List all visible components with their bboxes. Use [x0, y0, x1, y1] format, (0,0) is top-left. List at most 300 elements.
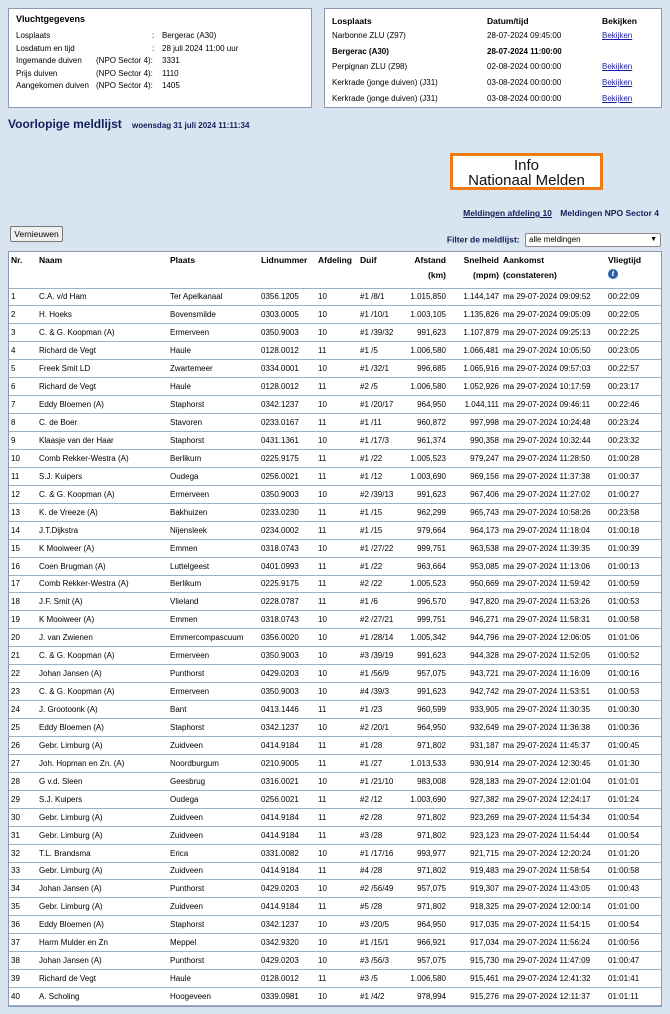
cell-lidnummer: 0225.9175	[259, 449, 316, 467]
flight-detail-value: 28 juli 2024 11:00 uur	[162, 43, 239, 53]
release-sites-panel	[324, 8, 662, 108]
cell-vliegtijd: 01:00:56	[606, 934, 661, 952]
cell-naam: C. & G. Koopman (A)	[37, 485, 168, 503]
cell-afdeling: 11	[316, 701, 358, 719]
cell-afdeling: 10	[316, 952, 358, 970]
cell-duif: #2 /39/13	[358, 485, 408, 503]
cell-naam: Gebr. Limburg (A)	[37, 898, 168, 916]
cell-snelheid: 915,730	[448, 952, 501, 970]
cell-nr: 28	[9, 772, 37, 790]
flight-details-panel	[8, 8, 312, 108]
cell-lidnummer: 0318.0743	[259, 611, 316, 629]
cell-afstand: 1.005,342	[408, 629, 448, 647]
flight-details-list	[16, 30, 304, 93]
report-links	[463, 208, 659, 218]
cell-nr: 3	[9, 324, 37, 342]
cell-afstand: 991,623	[408, 683, 448, 701]
cell-naam: C.A. v/d Ham	[37, 288, 168, 306]
cell-afdeling: 10	[316, 880, 358, 898]
release-site-view	[602, 44, 654, 60]
table-row	[9, 629, 661, 647]
cell-snelheid: 915,276	[448, 988, 501, 1006]
flight-detail-value: 3331	[162, 56, 180, 65]
cell-plaats: Punthorst	[168, 665, 259, 683]
cell-aankomst: ma 29-07-2024 11:39:35	[501, 539, 606, 557]
cell-duif: #1 /15	[358, 503, 408, 521]
cell-naam: C. & G. Koopman (A)	[37, 683, 168, 701]
col-nr: Nr.	[9, 252, 37, 288]
cell-duif: #2 /20/1	[358, 719, 408, 737]
cell-vliegtijd: 00:23:05	[606, 342, 661, 360]
cell-afdeling: 11	[316, 790, 358, 808]
cell-naam: J. van Zwienen	[37, 629, 168, 647]
cell-afdeling: 11	[316, 557, 358, 575]
release-site-header: Losplaats	[332, 16, 372, 26]
cell-lidnummer: 0331.0082	[259, 844, 316, 862]
cell-snelheid: 990,358	[448, 432, 501, 450]
cell-naam: H. Hoeks	[37, 306, 168, 324]
cell-lidnummer: 0128.0012	[259, 378, 316, 396]
cell-nr: 25	[9, 719, 37, 737]
table-row	[9, 503, 661, 521]
cell-plaats: Punthorst	[168, 952, 259, 970]
cell-duif: #1 /39/32	[358, 324, 408, 342]
cell-naam: Johan Jansen (A)	[37, 665, 168, 683]
cell-vliegtijd: 01:00:54	[606, 808, 661, 826]
table-row	[9, 611, 661, 629]
cell-afstand: 964,950	[408, 916, 448, 934]
cell-vliegtijd: 01:00:18	[606, 521, 661, 539]
cell-snelheid: 1.107,879	[448, 324, 501, 342]
col-duif: Duif	[358, 252, 408, 288]
cell-lidnummer: 0210.9005	[259, 754, 316, 772]
release-site-date: 03-08-2024 00:00:00	[487, 93, 562, 103]
cell-lidnummer: 0414.9184	[259, 808, 316, 826]
cell-plaats: Staphorst	[168, 916, 259, 934]
meldingen-afdeling-link[interactable]: Meldingen afdeling 10	[463, 208, 552, 218]
release-site-name: Kerkrade (jonge duiven) (J31)	[332, 93, 438, 103]
cell-aankomst: ma 29-07-2024 09:25:13	[501, 324, 606, 342]
page-title: Voorlopige meldlijst	[8, 117, 122, 131]
cell-naam: J. Grootoonk (A)	[37, 701, 168, 719]
filter-row	[447, 233, 661, 247]
cell-duif: #5 /28	[358, 898, 408, 916]
table-row	[9, 521, 661, 539]
release-site-row	[332, 28, 654, 44]
cell-naam: Freek Smit LD	[37, 360, 168, 378]
view-link[interactable]: Bekijken	[602, 62, 633, 72]
cell-aankomst: ma 29-07-2024 10:58:26	[501, 503, 606, 521]
cell-snelheid: 969,156	[448, 467, 501, 485]
table-row	[9, 934, 661, 952]
cell-aankomst: ma 29-07-2024 11:52:05	[501, 647, 606, 665]
cell-plaats: Ermerveen	[168, 647, 259, 665]
cell-afdeling: 10	[316, 772, 358, 790]
cell-afstand: 996,570	[408, 593, 448, 611]
cell-aankomst: ma 29-07-2024 10:05:50	[501, 342, 606, 360]
col-aankomst	[501, 252, 606, 288]
col-vliegtijd	[606, 252, 661, 288]
cell-nr: 1	[9, 288, 37, 306]
cell-afstand: 1.003,105	[408, 306, 448, 324]
cell-lidnummer: 0256.0021	[259, 467, 316, 485]
view-link[interactable]: Bekijken	[602, 78, 633, 88]
col-afstand-unit: (km)	[428, 270, 446, 280]
cell-vliegtijd: 01:00:59	[606, 575, 661, 593]
cell-aankomst: ma 29-07-2024 11:36:38	[501, 719, 606, 737]
cell-nr: 19	[9, 611, 37, 629]
cell-duif: #1 /12	[358, 467, 408, 485]
info-nationaal-melden-banner[interactable]	[450, 153, 603, 190]
cell-naam: Joh. Hopman en Zn. (A)	[37, 754, 168, 772]
cell-snelheid: 1.135,826	[448, 306, 501, 324]
cell-duif: #3 /56/3	[358, 952, 408, 970]
cell-aankomst: ma 29-07-2024 11:54:34	[501, 808, 606, 826]
cell-naam: Gebr. Limburg (A)	[37, 862, 168, 880]
refresh-button[interactable]: Vernieuwen	[10, 226, 63, 242]
cell-snelheid: 979,247	[448, 449, 501, 467]
cell-afdeling: 11	[316, 754, 358, 772]
release-site-name: Narbonne ZLU (Z97)	[332, 31, 406, 41]
cell-duif: #2 /12	[358, 790, 408, 808]
cell-plaats: Haule	[168, 342, 259, 360]
cell-lidnummer: 0342.1237	[259, 396, 316, 414]
cell-afdeling: 10	[316, 916, 358, 934]
col-afstand-label: Afstand	[414, 255, 446, 265]
cell-plaats: Meppel	[168, 934, 259, 952]
cell-vliegtijd: 00:23:32	[606, 432, 661, 450]
cell-vliegtijd: 01:00:58	[606, 862, 661, 880]
cell-nr: 23	[9, 683, 37, 701]
cell-naam: Gebr. Limburg (A)	[37, 736, 168, 754]
cell-naam: C. & G. Koopman (A)	[37, 647, 168, 665]
cell-afdeling: 11	[316, 575, 358, 593]
cell-plaats: Zuidveen	[168, 826, 259, 844]
table-row	[9, 360, 661, 378]
cell-aankomst: ma 29-07-2024 11:45:37	[501, 736, 606, 754]
table-row	[9, 378, 661, 396]
release-site-date: 28-07-2024 11:00:00	[487, 46, 562, 56]
cell-vliegtijd: 01:01:24	[606, 790, 661, 808]
cell-nr: 14	[9, 521, 37, 539]
cell-afstand: 971,802	[408, 808, 448, 826]
cell-plaats: Emmercompascuum	[168, 629, 259, 647]
cell-aankomst: ma 29-07-2024 09:57:03	[501, 360, 606, 378]
cell-aankomst: ma 29-07-2024 12:41:32	[501, 970, 606, 988]
flight-detail-sub: (NPO Sector 4):	[96, 56, 153, 65]
cell-duif: #1 /27	[358, 754, 408, 772]
cell-naam: G v.d. Sleen	[37, 772, 168, 790]
cell-naam: Richard de Vegt	[37, 378, 168, 396]
flight-detail-value: 1110	[162, 68, 179, 78]
cell-nr: 29	[9, 790, 37, 808]
cell-lidnummer: 0334.0001	[259, 360, 316, 378]
release-site-date: 02-08-2024 00:00:00	[487, 62, 562, 72]
cell-snelheid: 917,035	[448, 916, 501, 934]
release-site-view	[602, 28, 654, 44]
cell-afdeling: 10	[316, 611, 358, 629]
cell-aankomst: ma 29-07-2024 11:16:09	[501, 665, 606, 683]
cell-afstand: 957,075	[408, 665, 448, 683]
cell-plaats: Noordburgum	[168, 754, 259, 772]
flight-detail-row	[16, 30, 304, 43]
cell-vliegtijd: 01:00:53	[606, 593, 661, 611]
cell-naam: Johan Jansen (A)	[37, 880, 168, 898]
table-row	[9, 414, 661, 432]
cell-naam: T.L. Brandsma	[37, 844, 168, 862]
cell-aankomst: ma 29-07-2024 12:24:17	[501, 790, 606, 808]
cell-nr: 11	[9, 467, 37, 485]
cell-nr: 40	[9, 988, 37, 1006]
cell-naam: Eddy Bloemen (A)	[37, 719, 168, 737]
cell-nr: 36	[9, 916, 37, 934]
cell-afstand: 999,751	[408, 611, 448, 629]
cell-afdeling: 10	[316, 844, 358, 862]
cell-vliegtijd: 00:22:57	[606, 360, 661, 378]
cell-afdeling: 11	[316, 593, 358, 611]
col-aankomst-sub: (constateren)	[503, 270, 557, 280]
cell-naam: Klaasje van der Haar	[37, 432, 168, 450]
cell-afdeling: 10	[316, 647, 358, 665]
cell-nr: 10	[9, 449, 37, 467]
cell-afstand: 993,977	[408, 844, 448, 862]
cell-naam: Coen Brugman (A)	[37, 557, 168, 575]
cell-afstand: 960,872	[408, 414, 448, 432]
cell-duif: #4 /39/3	[358, 683, 408, 701]
view-link[interactable]: Bekijken	[602, 93, 633, 103]
cell-duif: #1 /6	[358, 593, 408, 611]
cell-duif: #3 /20/5	[358, 916, 408, 934]
cell-snelheid: 944,796	[448, 629, 501, 647]
cell-duif: #2 /5	[358, 378, 408, 396]
cell-lidnummer: 0234.0002	[259, 521, 316, 539]
cell-snelheid: 967,406	[448, 485, 501, 503]
cell-snelheid: 931,187	[448, 736, 501, 754]
cell-nr: 32	[9, 844, 37, 862]
results-header-row	[9, 252, 661, 288]
cell-lidnummer: 0350.9003	[259, 683, 316, 701]
cell-vliegtijd: 00:23:24	[606, 414, 661, 432]
cell-duif: #1 /8/1	[358, 288, 408, 306]
cell-duif: #1 /22	[358, 449, 408, 467]
cell-plaats: Oudega	[168, 467, 259, 485]
cell-plaats: Emmen	[168, 611, 259, 629]
cell-vliegtijd: 01:01:20	[606, 844, 661, 862]
cell-afdeling: 10	[316, 683, 358, 701]
cell-vliegtijd: 01:01:01	[606, 772, 661, 790]
cell-snelheid: 919,307	[448, 880, 501, 898]
table-row	[9, 898, 661, 916]
cell-vliegtijd: 00:22:46	[606, 396, 661, 414]
table-row	[9, 306, 661, 324]
release-site-date: 03-08-2024 00:00:00	[487, 78, 562, 88]
cell-vliegtijd: 00:22:05	[606, 306, 661, 324]
table-row	[9, 790, 661, 808]
table-row	[9, 754, 661, 772]
cell-aankomst: ma 29-07-2024 11:53:51	[501, 683, 606, 701]
flight-detail-sep: :	[152, 31, 155, 40]
cell-afdeling: 10	[316, 396, 358, 414]
cell-afdeling: 10	[316, 485, 358, 503]
cell-afdeling: 10	[316, 539, 358, 557]
cell-aankomst: ma 29-07-2024 11:30:35	[501, 701, 606, 719]
cell-afstand: 957,075	[408, 952, 448, 970]
cell-snelheid: 923,269	[448, 808, 501, 826]
cell-afstand: 1.015,850	[408, 288, 448, 306]
cell-lidnummer: 0228.0787	[259, 593, 316, 611]
cell-afdeling: 11	[316, 826, 358, 844]
cell-duif: #1 /23	[358, 701, 408, 719]
cell-naam: Comb Rekker-Westra (A)	[37, 449, 168, 467]
cell-snelheid: 953,085	[448, 557, 501, 575]
cell-plaats: Punthorst	[168, 880, 259, 898]
cell-lidnummer: 0429.0203	[259, 665, 316, 683]
cell-afdeling: 11	[316, 503, 358, 521]
cell-lidnummer: 0128.0012	[259, 342, 316, 360]
table-row	[9, 575, 661, 593]
cell-naam: S.J. Kuipers	[37, 467, 168, 485]
cell-nr: 38	[9, 952, 37, 970]
cell-afstand: 962,299	[408, 503, 448, 521]
cell-plaats: Luttelgeest	[168, 557, 259, 575]
cell-afdeling: 11	[316, 378, 358, 396]
meldingen-sector-label: Meldingen NPO Sector 4	[560, 208, 659, 218]
cell-aankomst: ma 29-07-2024 10:24:48	[501, 414, 606, 432]
cell-plaats: Emmen	[168, 539, 259, 557]
cell-duif: #2 /56/49	[358, 880, 408, 898]
cell-plaats: Zuidveen	[168, 736, 259, 754]
cell-duif: #3 /5	[358, 970, 408, 988]
cell-naam: Eddy Bloemen (A)	[37, 916, 168, 934]
col-snelheid-unit: (mpm)	[473, 270, 499, 280]
cell-snelheid: 1.044,111	[448, 396, 501, 414]
cell-duif: #1 /21/10	[358, 772, 408, 790]
table-row	[9, 952, 661, 970]
cell-aankomst: ma 29-07-2024 11:59:42	[501, 575, 606, 593]
flight-detail-label: Losplaats	[16, 31, 51, 40]
cell-afstand: 979,664	[408, 521, 448, 539]
cell-aankomst: ma 29-07-2024 11:56:24	[501, 934, 606, 952]
flight-detail-label: Ingemande duiven	[16, 56, 82, 65]
cell-lidnummer: 0356.1205	[259, 288, 316, 306]
cell-plaats: Ermerveen	[168, 485, 259, 503]
cell-naam: Eddy Bloemen (A)	[37, 396, 168, 414]
cell-naam: J.T.Dijkstra	[37, 521, 168, 539]
cell-nr: 9	[9, 432, 37, 450]
cell-snelheid: 1.144,147	[448, 288, 501, 306]
cell-nr: 24	[9, 701, 37, 719]
cell-afdeling: 10	[316, 306, 358, 324]
cell-nr: 31	[9, 826, 37, 844]
cell-plaats: Zuidveen	[168, 808, 259, 826]
cell-afstand: 964,950	[408, 719, 448, 737]
table-row	[9, 701, 661, 719]
info-icon[interactable]: i	[608, 269, 618, 279]
cell-plaats: Haule	[168, 970, 259, 988]
cell-snelheid: 930,914	[448, 754, 501, 772]
cell-naam: C. & G. Koopman (A)	[37, 324, 168, 342]
col-lidnummer: Lidnummer	[259, 252, 316, 288]
cell-vliegtijd: 01:00:39	[606, 539, 661, 557]
release-site-view	[602, 90, 654, 106]
cell-aankomst: ma 29-07-2024 11:43:05	[501, 880, 606, 898]
cell-duif: #1 /32/1	[358, 360, 408, 378]
flight-detail-row	[16, 80, 304, 93]
cell-plaats: Haule	[168, 378, 259, 396]
cell-lidnummer: 0318.0743	[259, 539, 316, 557]
cell-afdeling: 11	[316, 736, 358, 754]
cell-snelheid: 964,173	[448, 521, 501, 539]
cell-aankomst: ma 29-07-2024 11:58:31	[501, 611, 606, 629]
cell-afstand: 996,685	[408, 360, 448, 378]
cell-naam: J.F. Smit (A)	[37, 593, 168, 611]
table-row	[9, 970, 661, 988]
table-row	[9, 665, 661, 683]
cell-afstand: 983,008	[408, 772, 448, 790]
cell-lidnummer: 0350.9003	[259, 324, 316, 342]
cell-duif: #1 /15	[358, 521, 408, 539]
cell-afdeling: 11	[316, 970, 358, 988]
cell-afstand: 978,994	[408, 988, 448, 1006]
cell-afdeling: 10	[316, 719, 358, 737]
cell-plaats: Zuidveen	[168, 862, 259, 880]
cell-afdeling: 11	[316, 342, 358, 360]
cell-aankomst: ma 29-07-2024 11:58:54	[501, 862, 606, 880]
cell-vliegtijd: 01:00:52	[606, 647, 661, 665]
cell-plaats: Staphorst	[168, 396, 259, 414]
cell-duif: #1 /10/1	[358, 306, 408, 324]
table-row	[9, 862, 661, 880]
cell-lidnummer: 0413.1446	[259, 701, 316, 719]
table-row	[9, 324, 661, 342]
cell-vliegtijd: 01:00:58	[606, 611, 661, 629]
release-site-date: 28-07-2024 09:45:00	[487, 31, 562, 41]
release-site-view	[602, 75, 654, 91]
cell-snelheid: 950,669	[448, 575, 501, 593]
col-aankomst-label: Aankomst	[503, 255, 545, 265]
cell-vliegtijd: 01:01:41	[606, 970, 661, 988]
cell-afstand: 1.006,580	[408, 378, 448, 396]
cell-snelheid: 944,328	[448, 647, 501, 665]
cell-lidnummer: 0342.9320	[259, 934, 316, 952]
release-site-name: Kerkrade (jonge duiven) (J31)	[332, 78, 438, 88]
view-link[interactable]: Bekijken	[602, 31, 633, 41]
cell-aankomst: ma 29-07-2024 09:46:11	[501, 396, 606, 414]
release-site-name: Bergerac (A30)	[332, 46, 389, 56]
cell-afstand: 991,623	[408, 324, 448, 342]
cell-aankomst: ma 29-07-2024 12:30:45	[501, 754, 606, 772]
col-vliegtijd-label: Vliegtijd	[608, 255, 642, 265]
cell-lidnummer: 0342.1237	[259, 719, 316, 737]
cell-snelheid: 923,123	[448, 826, 501, 844]
cell-vliegtijd: 00:22:09	[606, 288, 661, 306]
cell-duif: #2 /28	[358, 808, 408, 826]
filter-select[interactable]	[525, 233, 661, 247]
cell-snelheid: 1.066,481	[448, 342, 501, 360]
flight-detail-sub: (NPO Sector 4):	[96, 81, 153, 90]
cell-vliegtijd: 01:00:45	[606, 736, 661, 754]
cell-afdeling: 10	[316, 629, 358, 647]
cell-nr: 30	[9, 808, 37, 826]
cell-nr: 26	[9, 736, 37, 754]
cell-nr: 18	[9, 593, 37, 611]
flight-detail-row	[16, 43, 304, 56]
cell-afstand: 971,802	[408, 898, 448, 916]
table-row	[9, 844, 661, 862]
cell-duif: #1 /17/3	[358, 432, 408, 450]
table-row	[9, 988, 661, 1006]
cell-vliegtijd: 01:01:00	[606, 898, 661, 916]
